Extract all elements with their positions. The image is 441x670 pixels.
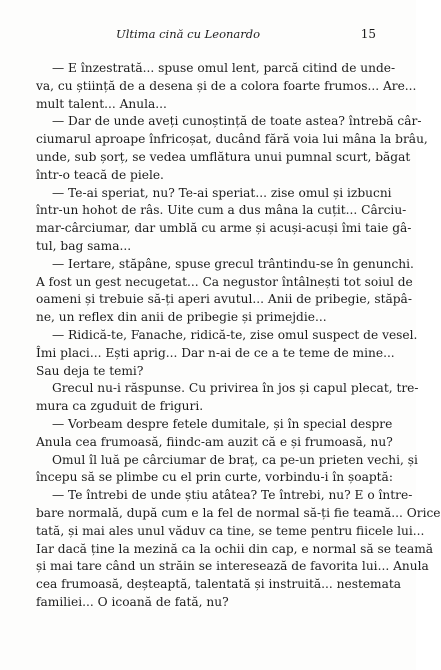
page-number: 15 <box>360 27 376 41</box>
text-line: mult talent... Anula... <box>36 96 167 111</box>
text-line: bare normală, după cum e la fel de normal să-ți fie teamă... Orice <box>36 505 441 520</box>
text-line: familiei... O icoană de fată, nu? <box>36 594 229 609</box>
text-line: — Vorbeam despre fetele dumitale, și în special despre <box>52 416 393 431</box>
text-line: A fost un gest necugetat... Ca negustor întâlnești tot soiul de <box>36 274 413 289</box>
text-line: Sau deja te temi? <box>36 363 144 378</box>
text-line: va, cu știință de a desena și de a colora foarte frumos... Are... <box>36 78 417 93</box>
paragraph <box>36 487 441 612</box>
text-line: — Te întrebi de unde știu atâtea? Te întrebi, nu? E o între- <box>52 488 413 503</box>
text-line: mura ca zguduit de friguri. <box>36 399 204 414</box>
text-line: ne, un reflex din anii de pribegie și primejdie... <box>36 310 327 325</box>
text-line: Anula cea frumoasă, fiindc-am auzit că e și frumoasă, nu? <box>36 434 393 449</box>
text-line: tată, și mai ales unul văduv ca tine, se teme pentru fiicele lui... <box>36 523 425 538</box>
text-line: și mai tare când un străin se interesează de favorita lui... Anula <box>36 559 429 574</box>
text-line: într-o teacă de piele. <box>36 167 164 182</box>
text-line: — Te-ai speriat, nu? Te-ai speriat... zise omul și izbucni <box>52 185 392 200</box>
text-line: mar-cârciumar, dar umblă cu arme și acuși-acuși îmi taie gâ- <box>36 221 412 236</box>
paragraph <box>36 60 417 113</box>
running-title: Ultima cină cu Leonardo <box>116 27 261 41</box>
text-line: Grecul nu-i răspunse. Cu privirea în jos și capul plecat, tre- <box>52 381 419 396</box>
paragraph <box>36 113 428 184</box>
text-line: — Dar de unde aveți cunoștință de toate astea? întrebă câr- <box>52 114 422 129</box>
text-line: Omul îl luă pe cârciumar de braț, ca pe-un prieten vechi, și <box>52 452 418 467</box>
text-line: Iar dacă ține la mezină ca la ochii din cap, e normal să se teamă <box>36 541 434 556</box>
text-line: unde, sub șorț, se vedea umflătura unui pumnal scurt, băgat <box>36 149 411 164</box>
paragraph <box>36 452 418 488</box>
paragraph <box>36 327 418 380</box>
text-line: — Iertare, stăpâne, spuse grecul trântindu-se în genunchi. <box>52 256 414 271</box>
page-body <box>36 60 441 660</box>
paragraph <box>36 185 412 256</box>
text-line: tul, bag sama... <box>36 238 132 253</box>
text-line: într-un hohot de râs. Uite cum a dus mâna la cuțit... Cârciu- <box>36 203 407 218</box>
text-line: cea frumoasă, deșteaptă, talentată și instruită... nestemata <box>36 577 402 592</box>
text-line: oameni și trebuie să-ți aperi avutul... Anii de pribegie, stăpâ- <box>36 292 412 307</box>
paragraph <box>36 256 414 327</box>
text-line: — E înzestrată... spuse omul lent, parcă citind de unde- <box>52 61 396 75</box>
page-header <box>36 27 376 45</box>
text-line: — Ridică-te, Fanache, ridică-te, zise omul suspect de vesel. <box>52 327 418 342</box>
paragraph <box>36 380 419 416</box>
paragraph <box>36 416 393 452</box>
text-line: ciumarul aproape înfricoșat, ducând fără voia lui mâna la brâu, <box>36 132 428 147</box>
text-line: Îmi placi... Ești aprig... Dar n-ai de ce a te teme de mine... <box>36 345 395 360</box>
text-line: începu să se plimbe cu el prin curte, vorbindu-i în șoaptă: <box>36 470 393 485</box>
